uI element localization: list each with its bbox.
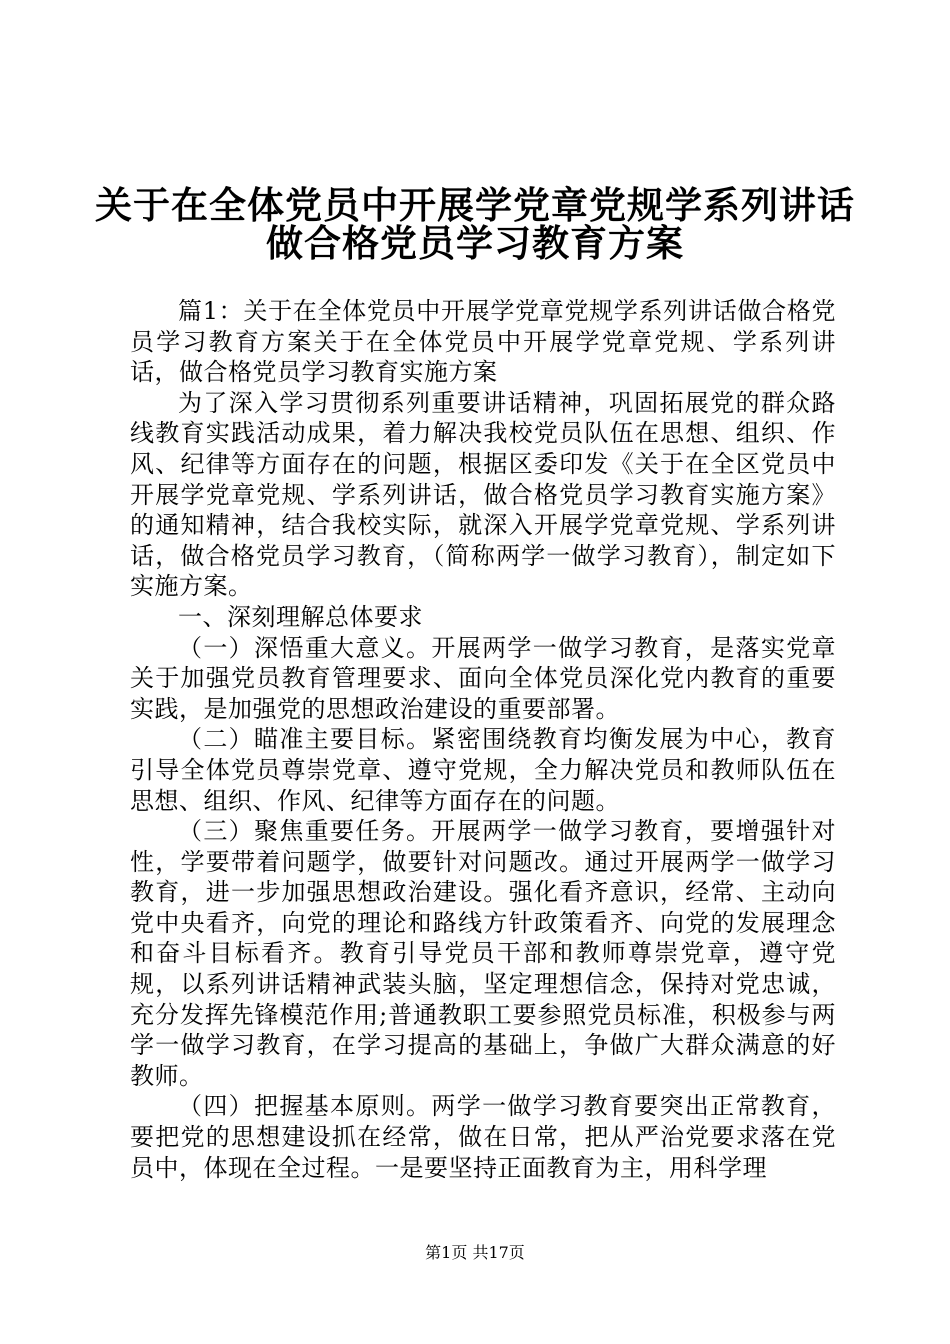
document-title-line-2: 做合格党员学习教育方案 bbox=[266, 222, 684, 265]
paragraph-tasks: （三）聚焦重要任务。开展两学一做学习教育，要增强针对性，学要带着问题学，做要针对问题改。通过开展两学一做学习教育，进一步加强思想政治建设。强化看齐意识，经常、主动向党中央看齐，向党的理论和路线方针政策看齐、向党的发展理念和奋斗目标看齐。教育引导党员干部和教师尊崇党章，遵守党规，以系列讲话精神武装头脑，坚定理想信念，保持对党忠诚，充分发挥先锋模范作用;普通教职工要参照党员标准，积极参与两学一做学习教育，在学习提高的基础上，争做广大群众满意的好教师。 bbox=[130, 817, 836, 1090]
paragraph-significance: （一）深悟重大意义。开展两学一做学习教育，是落实党章关于加强党员教育管理要求、面向全体党员深化党内教育的重要实践，是加强党的思想政治建设的重要部署。 bbox=[130, 633, 836, 723]
section-heading-1: 一、深刻理解总体要求 bbox=[178, 602, 423, 631]
document-body bbox=[130, 296, 836, 1183]
paragraph-principles: （四）把握基本原则。两学一做学习教育要突出正常教育，要把党的思想建设抓在经常，做在日常，把从严治党要求落在党员中，体现在全过程。一是要坚持正面教育为主，用科学理 bbox=[130, 1092, 836, 1182]
document-title-line-1: 关于在全体党员中开展学党章党规学系列讲话 bbox=[95, 184, 855, 227]
paragraph-goals: （二）瞄准主要目标。紧密围绕教育均衡发展为中心，教育引导全体党员尊崇党章、遵守党规，全力解决党员和教师队伍在思想、组织、作风、纪律等方面存在的问题。 bbox=[130, 725, 836, 815]
paragraph-purpose: 为了深入学习贯彻系列重要讲话精神，巩固拓展党的群众路线教育实践活动成果，着力解决我校党员队伍在思想、组织、作风、纪律等方面存在的问题，根据区委印发《关于在全区党员中开展学党章党规、学系列讲话，做合格党员学习教育实施方案》的通知精神，结合我校实际，就深入开展学党章党规、学系列讲话，做合格党员学习教育，（简称两学一做学习教育），制定如下实施方案。 bbox=[130, 388, 836, 601]
paragraph-intro: 篇1：关于在全体党员中开展学党章党规学系列讲话做合格党员学习教育方案关于在全体党员中开展学党章党规、学系列讲话，做合格党员学习教育实施方案 bbox=[130, 297, 836, 387]
page-number-footer: 第1页 共17页 bbox=[425, 1243, 525, 1262]
